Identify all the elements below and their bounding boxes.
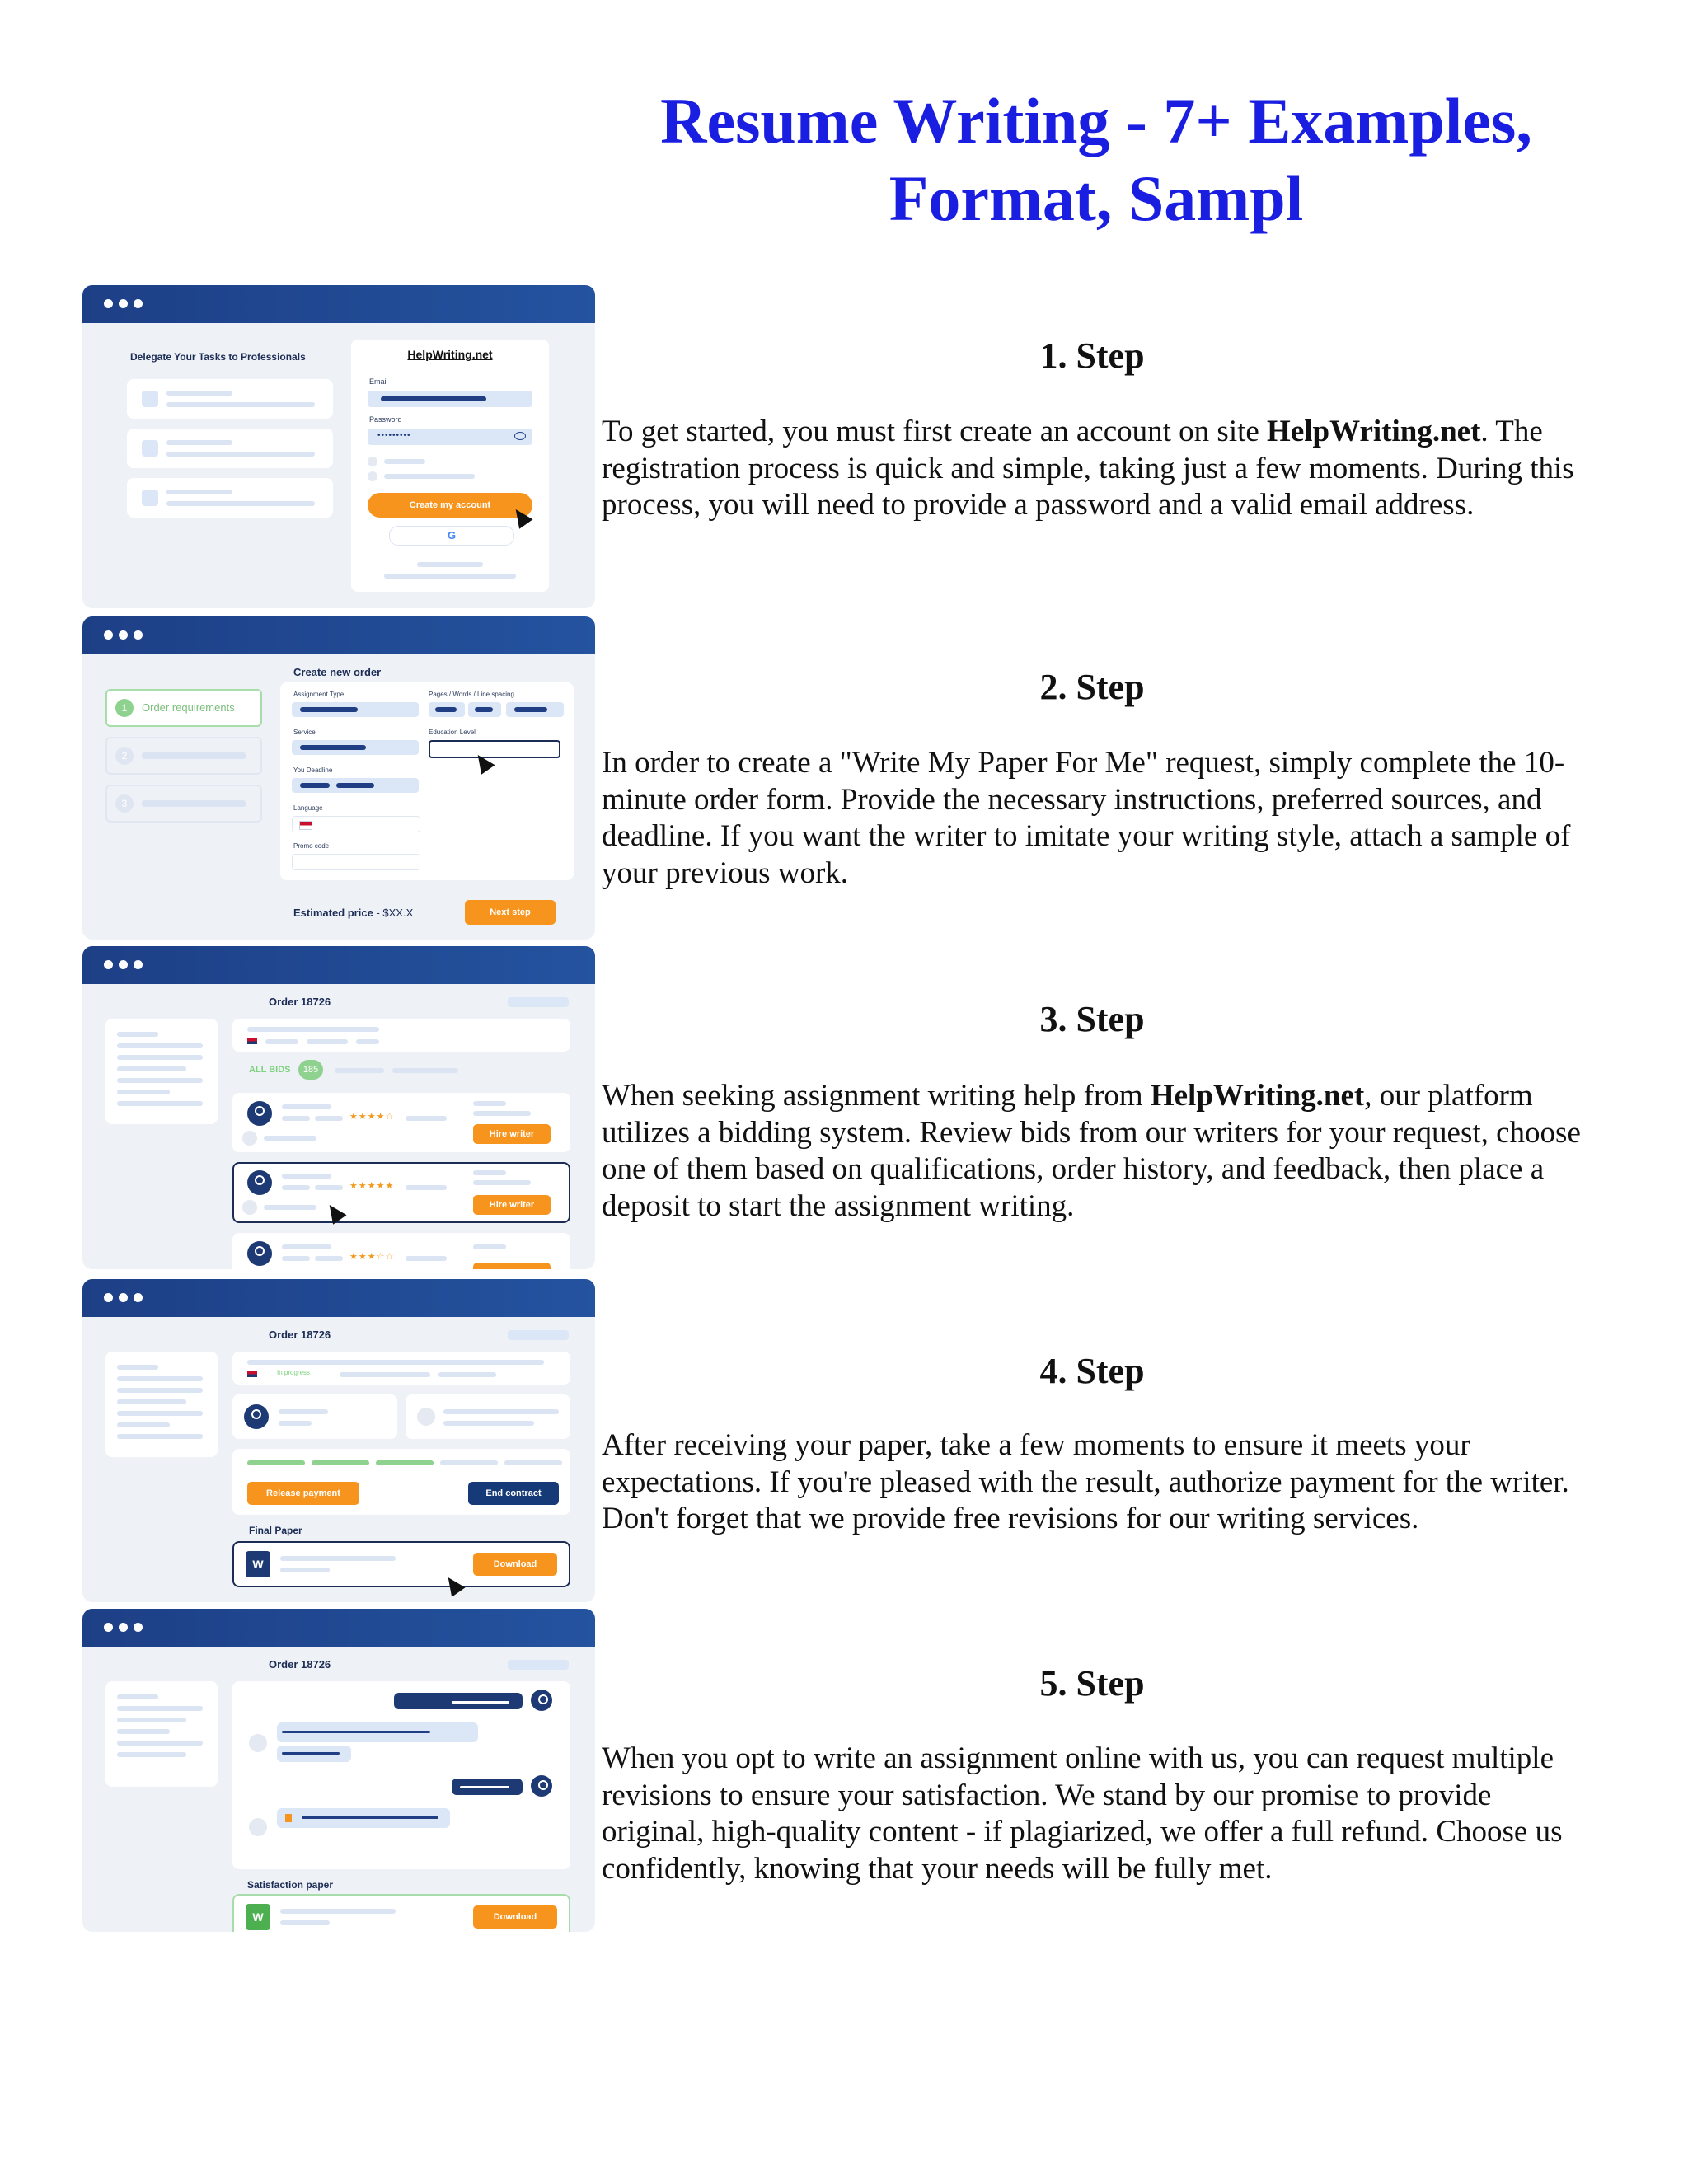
chat-message-received: [277, 1722, 478, 1742]
window-dot-icon: [134, 630, 143, 640]
bids-count-badge: 185: [298, 1060, 323, 1080]
window-dot-icon: [104, 1623, 113, 1632]
step-number: 2: [115, 747, 134, 765]
chat-message-file: [277, 1808, 450, 1828]
progress-card: [232, 1449, 570, 1515]
order-summary: [232, 1019, 570, 1052]
create-order-title: Create new order: [293, 666, 382, 678]
chat-message-sent: [394, 1693, 523, 1709]
window-dot-icon: [119, 630, 128, 640]
task-card: [127, 478, 333, 518]
step-number: 3: [115, 794, 134, 813]
step-1-heading: 1. Step: [1039, 335, 1145, 376]
step-label: Order requirements: [142, 701, 235, 714]
chat-panel: [232, 1681, 570, 1869]
task-card: [127, 379, 333, 419]
language-label: Language: [293, 804, 323, 812]
password-mask: •••••••••: [377, 431, 411, 440]
checkbox[interactable]: [368, 457, 377, 466]
screenshot-bids: [82, 946, 595, 1269]
writer-avatar: [247, 1241, 272, 1266]
us-flag-icon: [299, 821, 312, 830]
window-dot-icon: [119, 1623, 128, 1632]
hire-writer-button[interactable]: Hire writer: [473, 1124, 551, 1144]
document-icon: W: [246, 1904, 270, 1930]
step-3[interactable]: [106, 785, 262, 823]
window-dot-icon: [119, 960, 128, 969]
step-4-text: After receiving your paper, take a few moments to ensure it meets your expectations. If you're pleased with the result, authorize payment for the writer. Don't forget that we provide free revisions for our writing services.: [602, 1428, 1569, 1535]
sidebar: [106, 1681, 218, 1787]
window-dot-icon: [104, 299, 113, 308]
window-titlebar: [82, 285, 595, 323]
email-label: Email: [369, 377, 388, 386]
window-dot-icon: [134, 1623, 143, 1632]
hire-writer-button-partial[interactable]: [473, 1263, 551, 1269]
step-1-text: To get started, you must first create an account on site HelpWriting.net. The registration process is quick and simple, taking just a few moments. During this process, you will need to provide a password and a valid email address.: [602, 415, 1574, 522]
delegate-heading: Delegate Your Tasks to Professionals: [130, 351, 306, 363]
flag-icon: [247, 1371, 257, 1377]
order-title: Order 18726: [269, 1329, 331, 1341]
order-form-card: [280, 682, 574, 880]
step-order-requirements[interactable]: [106, 689, 262, 727]
rating-stars: ★★★★☆: [349, 1112, 395, 1122]
flag-icon: [247, 1038, 257, 1044]
window-dot-icon: [104, 960, 113, 969]
create-account-button[interactable]: Create my account: [368, 493, 532, 518]
window-dot-icon: [134, 960, 143, 969]
assignment-type-select[interactable]: [292, 702, 419, 717]
all-bids-label: ALL BIDS: [249, 1065, 291, 1075]
final-paper-label: Final Paper: [249, 1525, 302, 1536]
window-dot-icon: [119, 1293, 128, 1302]
word-document-icon: W: [246, 1551, 270, 1577]
writer-card: [232, 1394, 397, 1439]
window-titlebar: [82, 616, 595, 654]
step-4-heading: 4. Step: [1039, 1351, 1145, 1391]
rating-stars: ★★★☆☆: [349, 1252, 395, 1262]
window-dot-icon: [104, 1293, 113, 1302]
step-3-text: When seeking assignment writing help from HelpWriting.net, our platform utilizes a bidding system. Review bids from our writers for your request, choose one of them based on qualifications, order history, and feedback, then place a deposit to start the assignment writing.: [602, 1079, 1581, 1223]
cursor-icon: [441, 1572, 465, 1596]
window-dot-icon: [104, 630, 113, 640]
brand-name: HelpWriting.net: [1267, 415, 1481, 448]
language-select[interactable]: [292, 816, 420, 832]
education-level-select[interactable]: [429, 740, 560, 758]
page-title: Resume Writing - 7+ Examples, Format, Sampl: [660, 85, 1532, 234]
download-button[interactable]: Download: [473, 1553, 557, 1576]
bid-card[interactable]: [232, 1233, 570, 1269]
sidebar: [106, 1352, 218, 1457]
assignment-type-label: Assignment Type: [293, 691, 345, 698]
next-step-button[interactable]: Next step: [465, 900, 556, 925]
pages-label: Pages / Words / Line spacing: [429, 691, 514, 698]
deadline-label: You Deadline: [293, 766, 333, 774]
service-select[interactable]: [292, 740, 419, 755]
promo-label: Promo code: [293, 842, 330, 850]
hire-writer-button[interactable]: Hire writer: [473, 1195, 551, 1215]
step-number: 1: [115, 699, 134, 717]
password-label: Password: [369, 415, 402, 424]
estimated-price: Estimated price - $XX.X: [293, 907, 414, 919]
password-field[interactable]: [368, 429, 532, 445]
screenshot-signup: [82, 285, 595, 608]
satisfaction-label: Satisfaction paper: [247, 1879, 334, 1891]
window-dot-icon: [119, 299, 128, 308]
promo-code-field[interactable]: [292, 854, 420, 870]
words-field[interactable]: [468, 702, 501, 717]
brand-name: HelpWriting.net: [1150, 1079, 1365, 1113]
pages-field[interactable]: [429, 702, 465, 717]
screenshot-final-paper: [82, 1279, 595, 1602]
chat-message-sent: [452, 1779, 523, 1795]
google-icon: G: [447, 529, 457, 541]
signup-form: [351, 340, 549, 592]
writer-avatar: [249, 1818, 267, 1836]
end-contract-button[interactable]: End contract: [468, 1482, 559, 1505]
service-label: Service: [293, 729, 316, 736]
order-title: Order 18726: [269, 996, 331, 1008]
writer-avatar: [247, 1170, 272, 1195]
window-titlebar: [82, 1609, 595, 1647]
window-titlebar: [82, 1279, 595, 1317]
step-3-heading: 3. Step: [1039, 999, 1145, 1039]
order-title: Order 18726: [269, 1658, 331, 1671]
writer-avatar: [249, 1734, 267, 1752]
bid-card-selected[interactable]: [232, 1162, 570, 1223]
bid-card[interactable]: [232, 1093, 570, 1152]
screenshot-revisions-chat: [82, 1609, 595, 1932]
window-dot-icon: [134, 1293, 143, 1302]
checkbox[interactable]: [368, 471, 377, 481]
status-badge: In progress: [277, 1369, 311, 1376]
release-payment-button[interactable]: Release payment: [247, 1482, 359, 1505]
user-avatar: [531, 1775, 552, 1797]
screenshot-order-form: [82, 616, 595, 940]
deadline-field[interactable]: [292, 778, 419, 793]
final-paper-file[interactable]: [232, 1541, 570, 1587]
email-field[interactable]: [368, 391, 532, 407]
satisfaction-file[interactable]: [232, 1894, 570, 1932]
sidebar: [106, 1019, 218, 1124]
step-2-text: In order to create a "Write My Paper For Me" request, simply complete the 10-minute order form. Provide the necessary instructions, preferred sources, and deadline. If you want the writer to imitate your writing style, attach a sample of your previous work.: [602, 746, 1571, 890]
rating-stars: ★★★★★: [349, 1181, 395, 1191]
step-2[interactable]: [106, 737, 262, 775]
order-summary: [232, 1352, 570, 1385]
education-label: Education Level: [429, 729, 476, 736]
spacing-field[interactable]: [506, 702, 564, 717]
google-signin-button[interactable]: [389, 526, 514, 546]
download-button[interactable]: Download: [473, 1905, 557, 1929]
window-titlebar: [82, 946, 595, 984]
chat-message-received: [277, 1746, 351, 1762]
eye-icon[interactable]: [514, 432, 526, 440]
step-2-heading: 2. Step: [1039, 667, 1145, 707]
cursor-icon: [322, 1200, 346, 1224]
brand-logo: HelpWriting.net: [407, 348, 493, 361]
user-avatar: [531, 1690, 552, 1711]
step-5-heading: 5. Step: [1039, 1663, 1145, 1704]
customer-card: [406, 1394, 570, 1439]
task-card: [127, 429, 333, 468]
step-5-text: When you opt to write an assignment online with us, you can request multiple revisions to ensure your satisfaction. We stand by our promise to provide original, high-quality content - if plagiarized, we offer a full refund. Choose us confidently, knowing that your needs will be fully met.: [602, 1741, 1563, 1886]
writer-avatar: [244, 1404, 269, 1429]
window-dot-icon: [134, 299, 143, 308]
file-icon: [285, 1814, 292, 1822]
writer-avatar: [247, 1101, 272, 1126]
